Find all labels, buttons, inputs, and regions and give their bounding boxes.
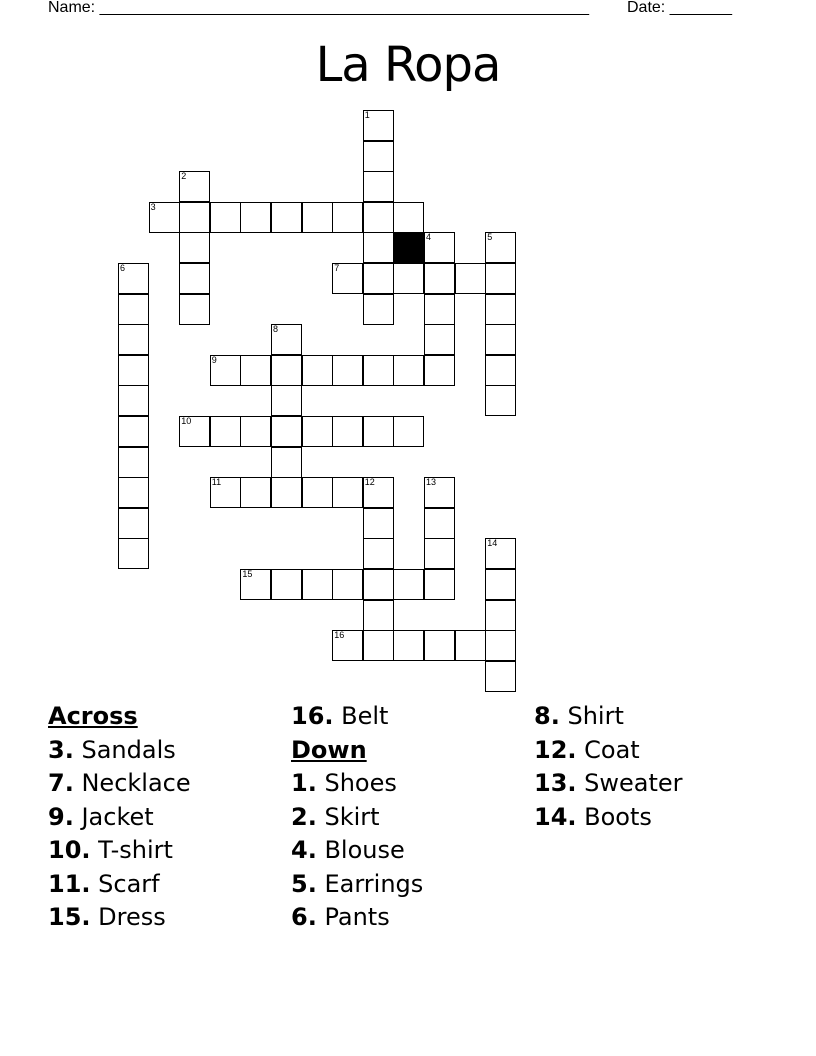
clue-item-text: Boots <box>584 802 652 831</box>
clue-number: 9 <box>211 354 217 365</box>
clue-column-2 <box>291 700 423 935</box>
clue-column-3 <box>534 700 683 834</box>
clue-item-text: Pants <box>324 903 390 931</box>
grid-cell[interactable] <box>302 202 333 233</box>
grid-cell[interactable] <box>363 294 394 325</box>
grid-cell[interactable] <box>271 447 302 478</box>
grid-cell[interactable] <box>149 202 180 233</box>
clue-item <box>291 767 423 801</box>
grid-cell[interactable] <box>118 324 149 355</box>
clue-item-number: 13. <box>534 769 577 797</box>
clue-number: 14 <box>487 538 498 549</box>
clue-item <box>48 767 191 801</box>
black-square <box>393 232 424 263</box>
grid-cell[interactable] <box>485 661 516 692</box>
clue-item <box>291 868 423 902</box>
grid-cell[interactable] <box>179 416 210 447</box>
grid-cell[interactable] <box>363 508 394 539</box>
clue-item-text: Shirt <box>567 702 624 730</box>
grid-cell[interactable] <box>210 202 241 233</box>
clue-item-number: 10. <box>48 836 91 864</box>
grid-cell[interactable] <box>271 355 302 386</box>
grid-cell[interactable] <box>118 477 149 508</box>
grid-cell[interactable] <box>363 202 394 233</box>
clue-item-text: Skirt <box>324 802 380 831</box>
clue-item <box>291 901 423 935</box>
clue-item-text: Scarf <box>98 869 160 898</box>
grid-cell[interactable] <box>363 232 394 263</box>
grid-cell[interactable] <box>485 569 516 600</box>
clue-item-text: Earrings <box>324 869 424 898</box>
grid-cell[interactable] <box>210 355 241 386</box>
grid-cell[interactable] <box>424 477 455 508</box>
clue-number: 13 <box>426 477 437 488</box>
grid-cell[interactable] <box>363 355 394 386</box>
grid-cell[interactable] <box>240 416 271 447</box>
grid-cell[interactable] <box>424 569 455 600</box>
grid-cell[interactable] <box>424 232 455 263</box>
clue-item-number: 14. <box>534 802 577 831</box>
grid-cell[interactable] <box>455 263 486 294</box>
grid-cell[interactable] <box>363 600 394 631</box>
grid-cell[interactable] <box>302 416 333 447</box>
clue-item-text: Coat <box>584 735 640 764</box>
clue-item <box>48 868 191 902</box>
clue-item-text: Jacket <box>81 802 154 831</box>
grid-cell[interactable] <box>271 477 302 508</box>
clue-item-text: Blouse <box>324 836 405 864</box>
grid-cell[interactable] <box>118 385 149 416</box>
clue-item-number: 6. <box>291 903 317 931</box>
grid-cell[interactable] <box>424 508 455 539</box>
clue-item <box>48 734 191 768</box>
grid-cell[interactable] <box>393 355 424 386</box>
clue-number: 11 <box>211 477 222 488</box>
grid-cell[interactable] <box>332 416 363 447</box>
clue-item <box>534 767 683 801</box>
clue-item-text: Sandals <box>81 735 176 764</box>
grid-cell[interactable] <box>332 630 363 661</box>
clue-number: 15 <box>242 569 253 579</box>
grid-cell[interactable] <box>424 324 455 355</box>
grid-cell[interactable] <box>455 630 486 661</box>
grid-cell[interactable] <box>302 477 333 508</box>
grid-cell[interactable] <box>179 202 210 233</box>
grid-cell[interactable] <box>271 416 302 447</box>
grid-cell[interactable] <box>363 569 394 600</box>
grid-cell[interactable] <box>210 477 241 508</box>
clue-item-number: 8. <box>534 702 560 730</box>
grid-cell[interactable] <box>363 171 394 202</box>
grid-cell[interactable] <box>118 294 149 325</box>
clue-number: 8 <box>273 324 279 335</box>
grid-cell[interactable] <box>118 416 149 447</box>
clue-number: 16 <box>334 630 345 641</box>
clue-item-number: 16. <box>291 702 334 730</box>
name-field-label: Name: _______________________________________________________ <box>48 0 589 16</box>
grid-cell[interactable] <box>118 447 149 478</box>
clue-number: 7 <box>334 263 340 273</box>
grid-cell[interactable] <box>271 385 302 416</box>
grid-cell[interactable] <box>424 538 455 569</box>
grid-cell[interactable] <box>363 477 394 508</box>
grid-cell[interactable] <box>271 202 302 233</box>
grid-cell[interactable] <box>332 569 363 600</box>
grid-cell[interactable] <box>393 202 424 233</box>
grid-cell[interactable] <box>393 630 424 661</box>
grid-cell[interactable] <box>485 263 516 294</box>
grid-cell[interactable] <box>332 355 363 386</box>
grid-cell[interactable] <box>332 202 363 233</box>
clue-item <box>291 801 423 835</box>
clue-item-text: Dress <box>98 903 166 931</box>
grid-cell[interactable] <box>271 324 302 355</box>
clue-item-number: 9. <box>48 802 74 831</box>
grid-cell[interactable] <box>363 630 394 661</box>
grid-cell[interactable] <box>210 416 241 447</box>
grid-cell[interactable] <box>240 202 271 233</box>
grid-cell[interactable] <box>118 538 149 569</box>
grid-cell[interactable] <box>393 569 424 600</box>
grid-cell[interactable] <box>363 263 394 294</box>
grid-cell[interactable] <box>424 263 455 294</box>
grid-cell[interactable] <box>302 355 333 386</box>
clue-item-number: 3. <box>48 735 74 764</box>
grid-cell[interactable] <box>240 477 271 508</box>
grid-cell[interactable] <box>363 141 394 172</box>
grid-cell[interactable] <box>332 263 363 294</box>
grid-cell[interactable] <box>424 630 455 661</box>
clue-item <box>291 700 423 734</box>
grid-cell[interactable] <box>485 538 516 569</box>
clue-number: 1 <box>364 110 370 120</box>
date-field-label: Date: _______ <box>627 0 732 16</box>
clue-item-number: 15. <box>48 903 91 931</box>
clue-item <box>48 901 191 935</box>
clue-item <box>48 801 191 835</box>
grid-cell[interactable] <box>302 569 333 600</box>
clue-item <box>534 801 683 835</box>
clue-number: 12 <box>364 477 375 488</box>
grid-cell[interactable] <box>485 600 516 631</box>
clue-item <box>534 700 683 734</box>
page-title: La Ropa <box>315 37 501 93</box>
grid-cell[interactable] <box>393 263 424 294</box>
grid-cell[interactable] <box>485 232 516 263</box>
clue-number: 5 <box>487 232 493 243</box>
clue-item-number: 2. <box>291 802 317 831</box>
clue-number: 3 <box>150 201 156 212</box>
grid-cell[interactable] <box>118 508 149 539</box>
grid-cell[interactable] <box>424 355 455 386</box>
grid-cell[interactable] <box>118 263 149 294</box>
grid-cell[interactable] <box>393 416 424 447</box>
clue-item-number: 4. <box>291 836 317 864</box>
grid-cell[interactable] <box>332 477 363 508</box>
grid-cell[interactable] <box>363 416 394 447</box>
clue-item-number: 11. <box>48 869 91 898</box>
grid-cell[interactable] <box>240 355 271 386</box>
grid-cell[interactable] <box>179 263 210 294</box>
clue-item <box>291 834 423 868</box>
clue-number: 10 <box>181 416 192 426</box>
clue-heading: Down <box>291 735 367 764</box>
grid-cell[interactable] <box>179 171 210 202</box>
clue-heading: Across <box>48 702 138 730</box>
grid-cell[interactable] <box>485 355 516 386</box>
clue-number: 6 <box>120 263 126 273</box>
clue-item-text: Sweater <box>584 769 683 797</box>
grid-cell[interactable] <box>118 355 149 386</box>
clue-column-1 <box>48 700 191 935</box>
clue-item-number: 5. <box>291 869 317 898</box>
clue-item-number: 12. <box>534 735 577 764</box>
grid-cell[interactable] <box>271 569 302 600</box>
clue-item <box>48 834 191 868</box>
grid-cell[interactable] <box>485 385 516 416</box>
grid-cell[interactable] <box>485 294 516 325</box>
grid-cell[interactable] <box>485 324 516 355</box>
clue-item-text: Necklace <box>81 769 191 797</box>
grid-cell[interactable] <box>485 630 516 661</box>
clue-item-number: 1. <box>291 769 317 797</box>
grid-cell[interactable] <box>179 294 210 325</box>
grid-cell[interactable] <box>363 110 394 141</box>
grid-cell[interactable] <box>424 294 455 325</box>
grid-cell[interactable] <box>179 232 210 263</box>
grid-cell[interactable] <box>363 538 394 569</box>
clue-item-text: Belt <box>341 702 389 730</box>
clue-item-text: T-shirt <box>98 836 173 864</box>
clue-number: 4 <box>426 232 432 243</box>
clue-item-text: Shoes <box>324 769 397 797</box>
clue-item-number: 7. <box>48 769 74 797</box>
clue-item <box>534 734 683 768</box>
clue-number: 2 <box>181 171 187 182</box>
grid-cell[interactable] <box>240 569 271 600</box>
